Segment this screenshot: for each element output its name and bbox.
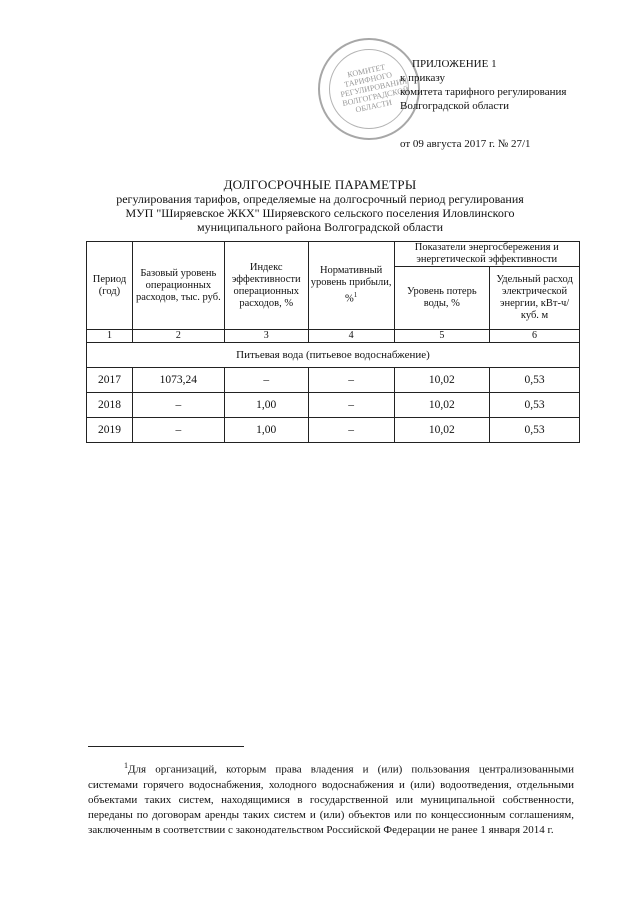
- heading-line-2: МУП "Ширяевское ЖКХ" Ширяевского сельского поселения Иловлинского: [125, 206, 515, 220]
- cell-base: –: [132, 418, 224, 443]
- column-number: 5: [394, 330, 490, 343]
- appendix-line-committee: комитета тарифного регулирования: [400, 86, 567, 98]
- appendix-header: [400, 57, 566, 151]
- appendix-title: ПРИЛОЖЕНИЕ 1: [412, 58, 497, 70]
- appendix-line-order: к приказу: [400, 72, 446, 84]
- footnote-separator: [88, 746, 244, 747]
- cell-energy: 0,53: [490, 368, 580, 393]
- appendix-line-region: Волгоградской области: [400, 100, 509, 112]
- header-efficiency-index: Индекс эффективности операционных расходов, %: [224, 242, 308, 330]
- cell-profit: –: [308, 368, 394, 393]
- cell-profit: –: [308, 418, 394, 443]
- column-number: 6: [490, 330, 580, 343]
- footnote: [88, 758, 574, 838]
- cell-year: 2018: [87, 393, 133, 418]
- column-number: 4: [308, 330, 394, 343]
- long-term-parameters-table: [86, 241, 580, 443]
- cell-base: 1073,24: [132, 368, 224, 393]
- cell-index: 1,00: [224, 393, 308, 418]
- cell-energy: 0,53: [490, 418, 580, 443]
- cell-year: 2019: [87, 418, 133, 443]
- cell-loss: 10,02: [394, 418, 490, 443]
- profit-footnote-marker: 1: [353, 291, 358, 300]
- header-energy-group: Показатели энергосбережения и энергетической эффективности: [394, 242, 579, 267]
- cell-index: 1,00: [224, 418, 308, 443]
- section-row: [87, 343, 580, 368]
- appendix-date: от 09 августа 2017 г. № 27/1: [400, 138, 531, 150]
- column-number: 3: [224, 330, 308, 343]
- header-period: Период (год): [87, 242, 133, 330]
- footnote-marker: 1: [124, 761, 128, 770]
- cell-profit: –: [308, 393, 394, 418]
- header-water-loss: Уровень потерь воды, %: [394, 267, 490, 330]
- header-profit-level: [308, 242, 394, 330]
- document-heading: [70, 178, 570, 234]
- cell-index: –: [224, 368, 308, 393]
- document-title: ДОЛГОСРОЧНЫЕ ПАРАМЕТРЫ: [223, 177, 417, 192]
- heading-line-3: муниципального района Волгоградской области: [196, 220, 444, 234]
- table-row: [87, 368, 580, 393]
- section-title: Питьевая вода (питьевое водоснабжение): [87, 343, 580, 368]
- cell-loss: 10,02: [394, 368, 490, 393]
- header-profit-label: Нормативный уровень прибыли, %: [310, 265, 392, 305]
- heading-line-1: регулирования тарифов, определяемые на долгосрочный период регулирования: [116, 192, 524, 206]
- cell-base: –: [132, 393, 224, 418]
- table-row: [87, 393, 580, 418]
- cell-loss: 10,02: [394, 393, 490, 418]
- header-base-level: Базовый уровень операционных расходов, тыс. руб.: [132, 242, 224, 330]
- stamp-text: КОМИТЕТ ТАРИФНОГО РЕГУЛИРОВАНИЯ ВОЛГОГРАДСКОЙ ОБЛАСТИ: [339, 62, 410, 115]
- table-row: [87, 418, 580, 443]
- column-number: 2: [132, 330, 224, 343]
- cell-energy: 0,53: [490, 393, 580, 418]
- footnote-text: Для организаций, которым права владения и (или) пользования централизованными системами горячего водоснабжения, холодного водоснабжения и (или) водоотведения, отдельными объектами таких систем, находящимися в государственной или муниципальной собственности, переданы по договорам аренды таких систем и (или) объектов или по концессионным соглашениям, заключенным в соответствии с законодательством Российской Федерации не ранее 1 января 2014 г.: [88, 763, 574, 836]
- cell-year: 2017: [87, 368, 133, 393]
- column-number: 1: [87, 330, 133, 343]
- column-number-row: [87, 330, 580, 343]
- header-electricity: Удельный расход электрической энергии, кВт-ч/ куб. м: [490, 267, 580, 330]
